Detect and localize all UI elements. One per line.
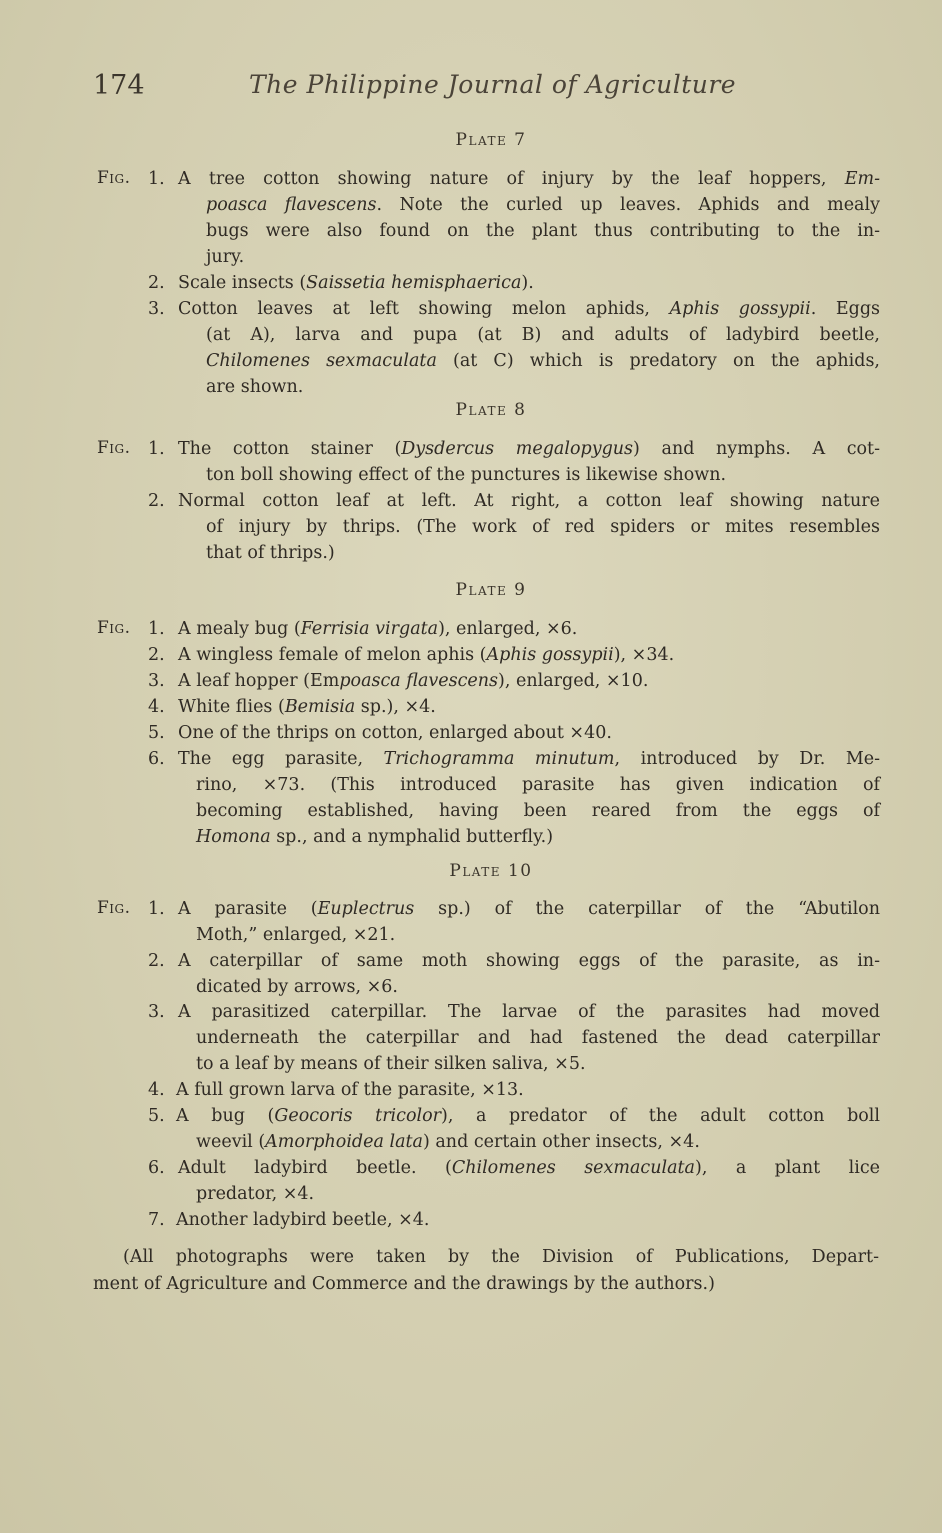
figure-number: 1. — [148, 169, 165, 189]
figure-caption-line: A parasitized caterpillar. The larvae of the parasites had moved — [178, 1002, 880, 1022]
figure-caption-line: predator, ×4. — [196, 1184, 315, 1204]
figure-number: 5. — [148, 723, 165, 743]
figure-caption-line: Scale insects (Saissetia hemisphaerica). — [178, 273, 534, 293]
figure-number: 1. — [148, 619, 165, 639]
figure-caption-line: jury. — [206, 247, 245, 267]
figure-caption-line: rino, ×73. (This introduced parasite has given indication of — [196, 775, 880, 795]
figure-number: 2. — [148, 273, 165, 293]
figure-caption-line: ton boll showing effect of the punctures is likewise shown. — [206, 465, 727, 485]
figure-caption-line: The cotton stainer (Dysdercus megalopygus) and nymphs. A cot- — [178, 439, 880, 459]
figure-caption-line: underneath the caterpillar and had fastened the dead caterpillar — [196, 1028, 880, 1048]
plate-heading: Plate 10 — [449, 861, 533, 881]
figure-number: 1. — [148, 439, 165, 459]
figure-number: 1. — [148, 899, 165, 919]
journal-title: The Philippine Journal of Agriculture — [249, 70, 737, 99]
figure-number: 6. — [148, 1158, 165, 1178]
figure-caption-line: A tree cotton showing nature of injury by the leaf hoppers, Em- — [178, 169, 880, 189]
figure-number: 3. — [148, 1002, 165, 1022]
figure-number: 2. — [148, 951, 165, 971]
figure-caption-line: White flies (Bemisia sp.), ×4. — [178, 697, 436, 717]
figure-caption-line: bugs were also found on the plant thus contributing to the in- — [206, 221, 880, 241]
figure-caption-line: A mealy bug (Ferrisia virgata), enlarged, ×6. — [178, 619, 578, 639]
figure-caption-line: One of the thrips on cotton, enlarged about ×40. — [178, 723, 612, 743]
plate-heading: Plate 9 — [455, 580, 527, 600]
figure-caption-line: (at A), larva and pupa (at B) and adults of ladybird beetle, — [206, 325, 880, 345]
figure-caption-line: Another ladybird beetle, ×4. — [176, 1210, 430, 1230]
figure-caption-line: Normal cotton leaf at left. At right, a cotton leaf showing nature — [178, 491, 880, 511]
figure-caption-line: of injury by thrips. (The work of red spiders or mites resembles — [206, 517, 880, 537]
fig-label: Fig. — [97, 898, 131, 918]
figure-number: 3. — [148, 671, 165, 691]
figure-number: 7. — [148, 1210, 165, 1230]
figure-number: 2. — [148, 645, 165, 665]
figure-caption-line: to a leaf by means of their silken saliva, ×5. — [196, 1054, 586, 1074]
figure-caption-line: Adult ladybird beetle. (Chilomenes sexmaculata), a plant lice — [178, 1158, 880, 1178]
figure-caption-line: A parasite (Euplectrus sp.) of the caterpillar of the “Abutilon — [178, 899, 880, 919]
fig-label: Fig. — [97, 168, 131, 188]
fig-label: Fig. — [97, 618, 131, 638]
figure-number: 4. — [148, 1080, 165, 1100]
figure-number: 3. — [148, 299, 165, 319]
note-line: (All photographs were taken by the Division of Publications, Depart- — [123, 1247, 879, 1267]
figure-caption-line: Homona sp., and a nymphalid butterfly.) — [196, 827, 554, 847]
fig-label: Fig. — [97, 438, 131, 458]
figure-caption-line: are shown. — [206, 377, 304, 397]
figure-caption-line: The egg parasite, Trichogramma minutum, introduced by Dr. Me- — [178, 749, 881, 769]
figure-caption-line: A leaf hopper (Empoasca flavescens), enlarged, ×10. — [178, 671, 649, 691]
page-number: 174 — [93, 70, 145, 101]
figure-caption-line: weevil (Amorphoidea lata) and certain other insects, ×4. — [196, 1132, 700, 1152]
note-line: ment of Agriculture and Commerce and the drawings by the authors.) — [93, 1274, 715, 1294]
figure-caption-line: dicated by arrows, ×6. — [196, 977, 398, 997]
plate-heading: Plate 8 — [455, 400, 527, 420]
figure-caption-line: A caterpillar of same moth showing eggs of the parasite, as in- — [178, 951, 880, 971]
figure-caption-line: Cotton leaves at left showing melon aphids, Aphis gossypii. Eggs — [178, 299, 881, 319]
plate-heading: Plate 7 — [455, 130, 527, 150]
figure-caption-line: that of thrips.) — [206, 543, 335, 563]
figure-number: 5. — [148, 1106, 165, 1126]
figure-number: 4. — [148, 697, 165, 717]
figure-caption-line: A full grown larva of the parasite, ×13. — [176, 1080, 524, 1100]
figure-caption-line: A wingless female of melon aphis (Aphis gossypii), ×34. — [178, 645, 675, 665]
figure-number: 6. — [148, 749, 165, 769]
figure-caption-line: poasca flavescens. Note the curled up leaves. Aphids and mealy — [206, 195, 880, 215]
page-header — [93, 70, 853, 110]
figure-caption-line: Chilomenes sexmaculata (at C) which is predatory on the aphids, — [206, 351, 880, 371]
photo-credit-note — [93, 1244, 879, 1298]
figure-number: 2. — [148, 491, 165, 511]
figure-caption-line: becoming established, having been reared from the eggs of — [196, 801, 880, 821]
figure-caption-line: Moth,” enlarged, ×21. — [196, 925, 396, 945]
figure-caption-line: A bug (Geocoris tricolor), a predator of the adult cotton boll — [176, 1106, 880, 1126]
